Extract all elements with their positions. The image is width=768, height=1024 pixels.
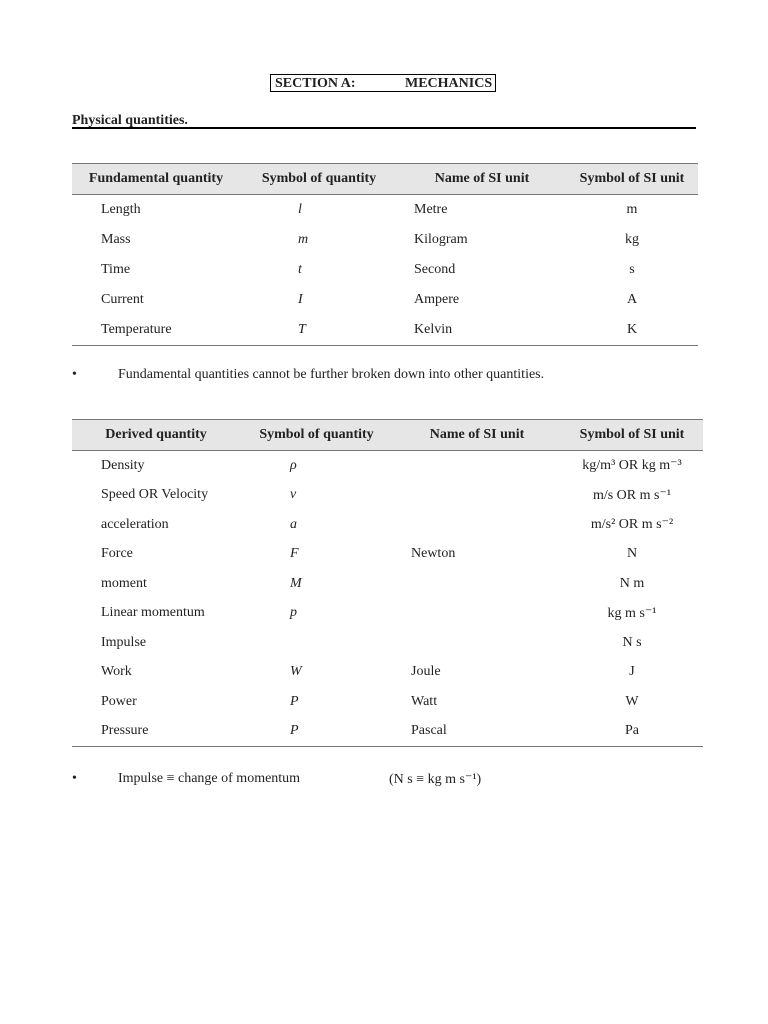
table-row	[72, 687, 703, 717]
quantity-symbol: l	[298, 202, 302, 217]
quantity-name: acceleration	[101, 516, 169, 532]
quantity-symbol: p	[290, 605, 297, 621]
fundamental-quantities-table	[72, 163, 698, 346]
si-unit-symbol: A	[626, 292, 638, 307]
table-row	[72, 195, 698, 226]
si-unit-symbol: kg	[625, 232, 639, 247]
table-row	[72, 225, 698, 255]
note-equivalence: (N s ≡ kg m s⁻¹)	[389, 772, 482, 787]
si-unit-name	[393, 628, 561, 658]
quantity-symbol: T	[240, 315, 398, 346]
quantity-name: Pressure	[72, 717, 240, 747]
note-text: Fundamental quantities cannot be further broken down into other quantities.	[118, 367, 545, 382]
quantity-name: Current	[101, 292, 144, 307]
quantity-name: moment	[101, 575, 147, 591]
si-unit-name: Pascal	[393, 717, 561, 747]
subheading-rule	[72, 127, 696, 129]
si-unit-symbol: N m	[619, 575, 645, 591]
quantity-symbol	[240, 628, 393, 658]
header-cell: Symbol of SI unit	[561, 420, 703, 451]
note-text: Impulse ≡ change of momentum	[118, 771, 301, 786]
table-row	[72, 658, 703, 688]
quantity-name: Linear momentum	[101, 605, 205, 621]
section-topic: MECHANICS	[405, 76, 493, 91]
header-cell: Derived quantity	[72, 420, 240, 451]
quantity-symbol: ρ	[290, 457, 297, 473]
quantity-name: Mass	[101, 232, 131, 247]
table-row	[72, 285, 698, 315]
quantity-symbol: m	[298, 232, 309, 247]
si-unit-name	[393, 481, 561, 511]
si-unit-symbol: m/s OR m s⁻¹	[592, 487, 672, 503]
bullet-icon: •	[72, 367, 77, 382]
si-unit-symbol: K	[566, 315, 698, 346]
quantity-symbol: M	[290, 575, 302, 591]
quantity-symbol: a	[290, 516, 297, 532]
table-row	[72, 540, 703, 570]
header-cell: Name of SI unit	[393, 420, 561, 451]
quantity-name: Time	[101, 262, 131, 277]
header-cell: Fundamental quantity	[72, 164, 240, 195]
quantity-symbol: P	[290, 693, 299, 709]
si-unit-name	[393, 569, 561, 599]
quantity-symbol: v	[290, 487, 297, 503]
table-row	[72, 717, 703, 747]
quantity-symbol: P	[240, 717, 393, 747]
table-row	[72, 628, 703, 658]
header-cell: Symbol of quantity	[240, 420, 393, 451]
si-unit-symbol: m	[626, 202, 638, 217]
quantity-name: Density	[101, 457, 145, 473]
si-unit-name	[393, 451, 561, 481]
si-unit-symbol: kg m s⁻¹	[607, 605, 657, 621]
header-cell: Name of SI unit	[398, 164, 566, 195]
table-row	[72, 255, 698, 285]
table-row	[72, 569, 703, 599]
bullet-icon: •	[72, 771, 77, 786]
si-unit-name: Joule	[411, 664, 441, 680]
si-unit-symbol: N	[626, 546, 638, 562]
si-unit-symbol: s	[629, 262, 635, 277]
si-unit-symbol: Pa	[561, 717, 703, 747]
quantity-symbol: t	[298, 262, 302, 277]
table-row	[72, 599, 703, 629]
si-unit-name: Newton	[411, 546, 456, 562]
si-unit-symbol: W	[625, 693, 639, 709]
header-cell: Symbol of quantity	[240, 164, 398, 195]
si-unit-name	[393, 510, 561, 540]
quantity-symbol: I	[298, 292, 303, 307]
table-row	[72, 315, 698, 346]
table-row	[72, 481, 703, 511]
table-header-row	[72, 420, 703, 451]
table-header-row	[72, 164, 698, 195]
quantity-name: Power	[101, 693, 137, 709]
section-part: SECTION A:	[275, 76, 356, 91]
table-row	[72, 451, 703, 481]
derived-quantities-table	[72, 419, 703, 747]
quantity-name: Impulse	[101, 634, 147, 650]
section-title	[270, 74, 496, 92]
si-unit-name: Second	[414, 262, 456, 277]
quantity-name: Speed OR Velocity	[101, 487, 209, 503]
subheading: Physical quantities.	[72, 113, 188, 128]
quantity-name: Work	[101, 664, 132, 680]
si-unit-name: Kelvin	[398, 315, 566, 346]
si-unit-name	[393, 599, 561, 629]
si-unit-symbol: N s	[622, 634, 642, 650]
quantity-name: Force	[101, 546, 133, 562]
quantity-name: Length	[101, 202, 141, 217]
si-unit-symbol: m/s² OR m s⁻²	[590, 517, 674, 533]
header-cell: Symbol of SI unit	[566, 164, 698, 195]
si-unit-name: Watt	[411, 693, 438, 709]
si-unit-name: Ampere	[414, 292, 460, 307]
si-unit-name: Metre	[414, 202, 448, 217]
quantity-symbol: F	[290, 546, 299, 562]
si-unit-symbol: kg/m³ OR kg m⁻³	[582, 458, 682, 474]
quantity-name: Temperature	[72, 315, 240, 346]
quantity-symbol: W	[290, 664, 302, 680]
si-unit-symbol: J	[629, 664, 635, 680]
si-unit-name: Kilogram	[414, 232, 468, 247]
table-row	[72, 510, 703, 540]
